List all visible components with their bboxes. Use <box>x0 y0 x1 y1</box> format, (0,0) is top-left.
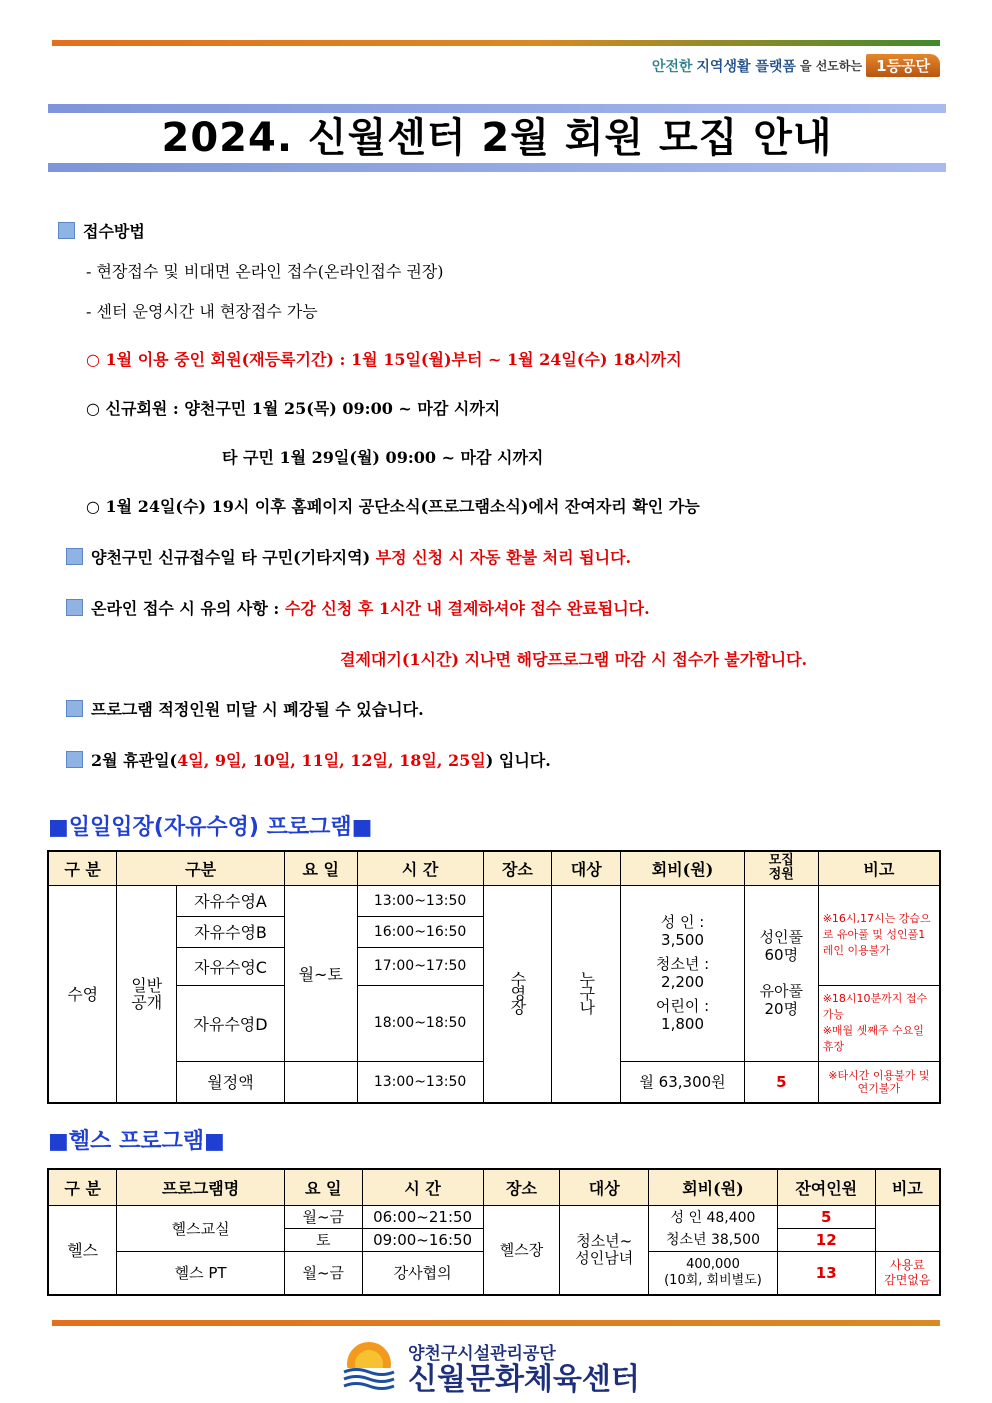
swim-monthly-name: 월정액 <box>177 1061 285 1103</box>
swim-header-time: 시 간 <box>357 851 483 885</box>
swim-header-category: 구 분 <box>48 851 117 885</box>
new-member-line-2: 타 구민 1월 29일(월) 09:00 ~ 마감 시까지 <box>222 448 544 467</box>
swim-header-day: 요 일 <box>284 851 357 885</box>
swim-header-note: 비고 <box>818 851 940 885</box>
swim-fee-youth: 청소년 : 2,200 <box>655 955 710 991</box>
health-header-note: 비고 <box>875 1169 940 1205</box>
health-time: 06:00~21:50 <box>362 1205 483 1228</box>
table-row <box>48 885 940 916</box>
health-header-time: 시 간 <box>362 1169 483 1205</box>
swim-subcategory: 일반 공개 <box>117 885 177 1103</box>
swim-section-heading: ■일일입장(자유수영) 프로그램■ <box>48 815 373 840</box>
refund-notice: 양천구민 신규접수일 타 구민(기타지역) 부정 신청 시 자동 환불 처리 됩니다. <box>66 545 631 568</box>
slogan-part2: 지역생활 플랫폼 <box>696 58 796 75</box>
new-member-line-1: ○ 신규회원 : 양천구민 1월 25(목) 09:00 ~ 마감 시까지 <box>86 399 501 418</box>
swim-capacity: 성인풀 60명 유아풀 20명 <box>744 885 818 1061</box>
health-header-program: 프로그램명 <box>117 1169 285 1205</box>
health-fee-youth: 청소년 38,500 <box>649 1228 778 1251</box>
health-target: 청소년~ 성인남녀 <box>560 1205 649 1295</box>
slogan-part1: 안전한 <box>651 58 693 75</box>
health-header-fee: 회비(원) <box>649 1169 778 1205</box>
top-accent-bar <box>52 40 940 46</box>
title-bar-top <box>48 104 946 113</box>
swim-time: 16:00~16:50 <box>357 916 483 947</box>
health-day: 토 <box>284 1228 362 1251</box>
swim-monthly-time: 13:00~13:50 <box>357 1061 483 1103</box>
swim-place: 수영장 <box>483 885 552 1103</box>
swim-program-name: 자유수영D <box>177 985 285 1061</box>
health-time: 09:00~16:50 <box>362 1228 483 1251</box>
swim-table <box>47 850 941 1104</box>
health-header-place: 장소 <box>483 1169 560 1205</box>
swim-monthly-fee: 월 63,300원 <box>621 1061 745 1103</box>
swim-fee-cell <box>621 885 745 1061</box>
swim-time: 18:00~18:50 <box>357 985 483 1061</box>
health-header-remaining: 잔여인원 <box>777 1169 875 1205</box>
remaining-seats-note: ○ 1월 24일(수) 19시 이후 홈페이지 공단소식(프로그램소식)에서 잔여자리 확인 가능 <box>86 497 700 516</box>
bullet-square-icon <box>66 548 83 565</box>
swim-day: 월~토 <box>284 885 357 1061</box>
online-notice-2: 결제대기(1시간) 지나면 해당프로그램 마감 시 접수가 불가합니다. <box>340 650 808 669</box>
health-header-target: 대상 <box>560 1169 649 1205</box>
health-program-2: 헬스 PT <box>117 1251 285 1295</box>
swim-header-fee: 회비(원) <box>621 851 745 885</box>
footer-logo <box>340 1338 640 1396</box>
swim-target: 누구나 <box>552 885 621 1103</box>
method-line-2: - 센터 운영시간 내 현장접수 가능 <box>86 302 318 321</box>
health-header-row <box>48 1169 940 1205</box>
health-pt-time: 강사협의 <box>362 1251 483 1295</box>
method-line-1: - 현장접수 및 비대면 온라인 접수(온라인접수 권장) <box>86 262 444 281</box>
swim-header-program: 구분 <box>117 851 285 885</box>
title-box <box>48 104 946 172</box>
slogan-part3: 을 선도하는 <box>799 59 863 73</box>
health-pt-day: 월~금 <box>284 1251 362 1295</box>
swim-fee-child: 어린이 : 1,800 <box>655 997 710 1033</box>
swim-header-target: 대상 <box>552 851 621 885</box>
title-bar-bottom <box>48 163 946 172</box>
method-heading: 접수방법 <box>58 219 145 242</box>
health-header-day: 요 일 <box>284 1169 362 1205</box>
bottom-accent-bar <box>52 1320 940 1326</box>
health-place: 헬스장 <box>483 1205 560 1295</box>
swim-program-name: 자유수영A <box>177 885 285 916</box>
closure-notice: 프로그램 적정인원 미달 시 폐강될 수 있습니다. <box>66 697 424 720</box>
swim-note-2: ※18시10분까지 접수가능 ※매월 셋째주 수요일 휴장 <box>818 985 940 1061</box>
health-remaining-youth: 12 <box>777 1228 875 1251</box>
health-header-category: 구 분 <box>48 1169 117 1205</box>
health-program-1: 헬스교실 <box>117 1205 285 1251</box>
swim-fee-adult: 성 인 : 3,500 <box>660 913 705 949</box>
page-title: 2024. 신월센터 2월 회원 모집 안내 <box>161 115 833 161</box>
health-category: 헬스 <box>48 1205 117 1295</box>
swim-header-place: 장소 <box>483 851 552 885</box>
table-row <box>48 1205 940 1228</box>
bullet-square-icon <box>66 700 83 717</box>
health-pt-remaining: 13 <box>777 1251 875 1295</box>
health-table <box>47 1168 941 1296</box>
swim-monthly-capacity: 5 <box>744 1061 818 1103</box>
health-remaining-adult: 5 <box>777 1205 875 1228</box>
swim-header-capacity: 모집 정원 <box>744 851 818 885</box>
slogan-badge: 1등공단 <box>866 54 940 77</box>
existing-member-period: ○ 1월 이용 중인 회원(재등록기간) : 1월 15일(월)부터 ~ 1월 24일(수) 18시까지 <box>86 350 682 369</box>
swim-program-name: 자유수영C <box>177 947 285 985</box>
bullet-square-icon <box>66 599 83 616</box>
slogan <box>652 54 940 77</box>
swim-monthly-note: ※타시간 이용불가 및 연기불가 <box>818 1061 940 1103</box>
swim-note-1: ※16시,17시는 강습으로 유아풀 및 성인풀1레인 이용불가 <box>818 885 940 985</box>
online-notice: 온라인 접수 시 유의 사항 : 수강 신청 후 1시간 내 결제하셔야 접수 완료됩니다. <box>66 596 650 619</box>
swim-time: 13:00~13:50 <box>357 885 483 916</box>
swim-time: 17:00~17:50 <box>357 947 483 985</box>
swim-category: 수영 <box>48 885 117 1103</box>
bullet-square-icon <box>58 222 75 239</box>
health-day: 월~금 <box>284 1205 362 1228</box>
health-pt-note: 사용료 감면없음 <box>875 1251 940 1295</box>
footer-center: 신월문화체육센터 <box>408 1361 640 1397</box>
health-section-heading: ■헬스 프로그램■ <box>48 1129 225 1154</box>
swim-program-name: 자유수영B <box>177 916 285 947</box>
health-fee-adult: 성 인 48,400 <box>649 1205 778 1228</box>
footer-org: 양천구시설관리공단 <box>408 1343 556 1364</box>
sun-wave-logo-icon <box>340 1338 398 1396</box>
swim-header-row <box>48 851 940 885</box>
health-pt-fee: 400,000 (10회, 회비별도) <box>649 1251 778 1295</box>
holiday-notice: 2월 휴관일(4일, 9일, 10일, 11일, 12일, 18일, 25일) 입니다. <box>66 748 551 771</box>
bullet-square-icon <box>66 751 83 768</box>
